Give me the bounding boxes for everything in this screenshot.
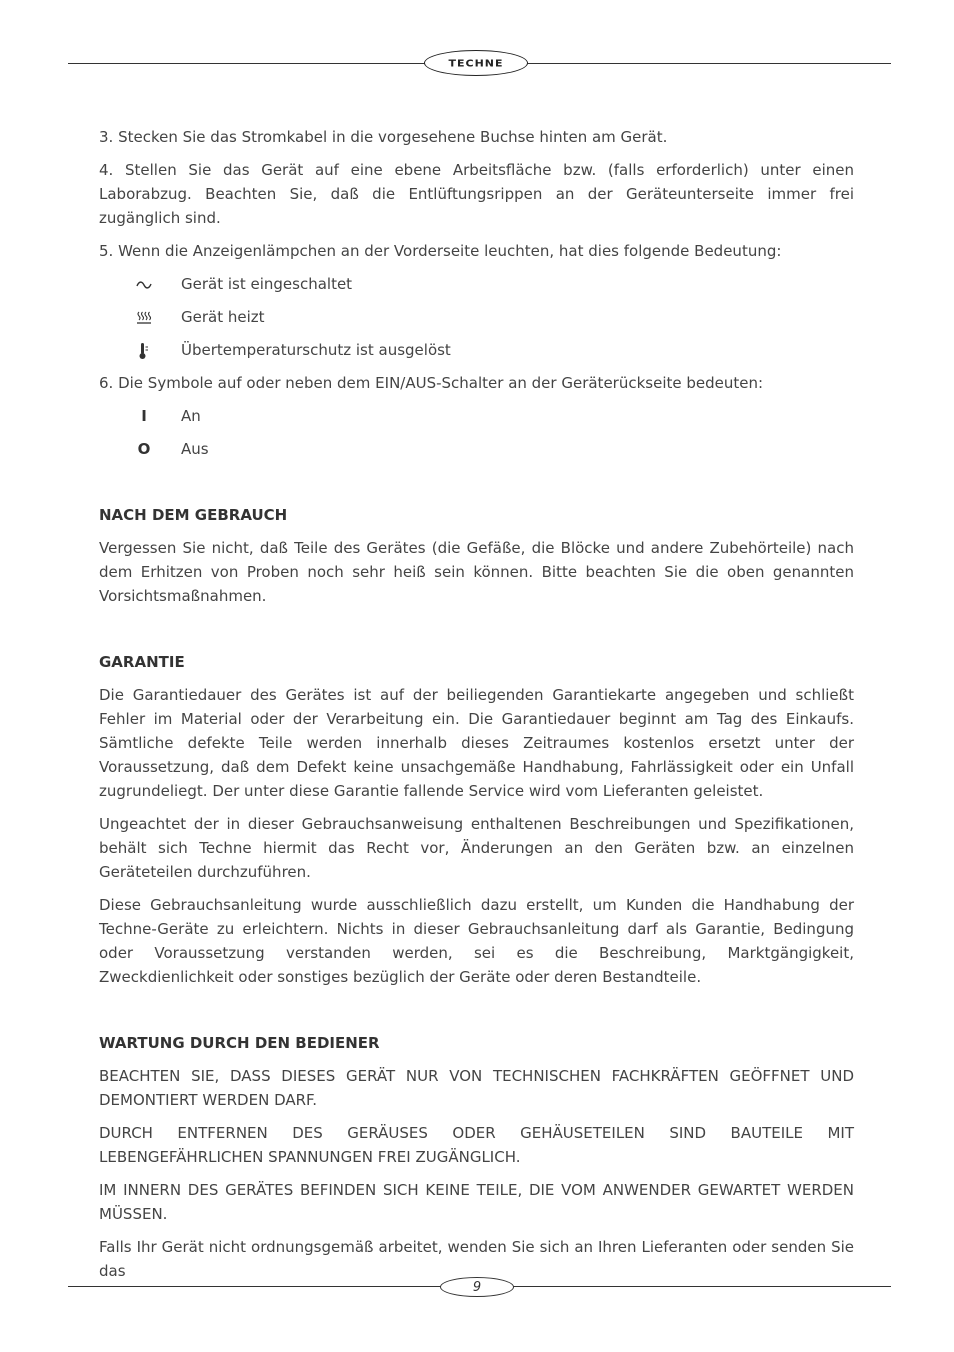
thermometer-icon: [99, 338, 181, 362]
garantie-paragraph-1: Die Garantiedauer des Gerätes ist auf der beiliegenden Garantiekarte angegeben und schließt Fehler im Material oder der Verarbeitung ein. Die Garantiedauer beginnt am Tag des Einkaufs. Sämtliche defekte Teile werden innerhalb dieses Zeitraumes kostenlos ersetzt unter der Voraussetzung, daß dem Defekt keine unsachgemäße Handhabung, Fahrlässigkeit oder ein Unfall zugrundeliegt. Der unter diese Garantie fallende Service wird vom Lieferanten geleistet.: [99, 686, 854, 800]
switch-symbol-on: I: [141, 407, 147, 425]
tilde-icon: [99, 272, 181, 296]
heat-icon: [99, 305, 181, 329]
wartung-paragraph-4: Falls Ihr Gerät nicht ordnungsgemäß arbeitet, wenden Sie sich an Ihren Lieferanten oder senden Sie das: [99, 1238, 854, 1280]
step-4: 4. Stellen Sie das Gerät auf eine ebene Arbeitsfläche bzw. (falls erforderlich) unter einen Laborabzug. Beachten Sie, daß die Entlüftungsrippen an der Geräteunterseite immer frei zugänglich sind.: [99, 161, 854, 227]
page-content: [99, 125, 854, 1292]
garantie-paragraph-2: Ungeachtet der in dieser Gebrauchsanweisung enthaltenen Beschreibungen und Spezifikationen, behält sich Techne hiermit das Recht vor, Änderungen an den Geräten bzw. an einzelnen Geräteteilen durchzuführen.: [99, 815, 854, 881]
heading-wartung: WARTUNG DURCH DEN BEDIENER: [99, 1034, 380, 1052]
indicator-label: Übertemperaturschutz ist ausgelöst: [181, 341, 451, 359]
switch-symbol-off: O: [137, 440, 151, 458]
step-5: 5. Wenn die Anzeigenlämpchen an der Vorderseite leuchten, hat dies folgende Bedeutung:: [99, 242, 782, 260]
nach-text: Vergessen Sie nicht, daß Teile des Gerätes (die Gefäße, die Blöcke und andere Zubehörteile) nach dem Erhitzen von Proben noch sehr heiß sein können. Bitte beachten Sie die oben genannten Vorsichtsmaßnahmen.: [99, 539, 854, 605]
indicator-label: Gerät ist eingeschaltet: [181, 275, 353, 293]
heading-garantie: GARANTIE: [99, 653, 185, 671]
techne-logo: [424, 50, 528, 76]
switch-row-off: [99, 437, 854, 461]
logo-text: TECHNE: [448, 57, 504, 69]
indicator-row-power: [99, 272, 854, 296]
switch-label: Aus: [181, 440, 209, 458]
wartung-paragraph-3: IM INNERN DES GERÄTES BEFINDEN SICH KEINE TEILE, DIE VOM ANWENDER GEWARTET WERDEN MÜSSEN.: [99, 1181, 854, 1223]
heading-nach-dem-gebrauch: NACH DEM GEBRAUCH: [99, 506, 288, 524]
indicator-row-heating: [99, 305, 854, 329]
indicator-row-overtemp: [99, 338, 854, 362]
wartung-paragraph-1: BEACHTEN SIE, DASS DIESES GERÄT NUR VON TECHNISCHEN FACHKRÄFTEN GEÖFFNET UND DEMONTIERT WERDEN DARF.: [99, 1067, 854, 1109]
switch-label: An: [181, 407, 201, 425]
step-6: 6. Die Symbole auf oder neben dem EIN/AUS-Schalter an der Geräterückseite bedeuten:: [99, 374, 764, 392]
page-number: 9: [440, 1277, 514, 1297]
switch-row-on: [99, 404, 854, 428]
step-3: 3. Stecken Sie das Stromkabel in die vorgesehene Buchse hinten am Gerät.: [99, 128, 668, 146]
wartung-paragraph-2: DURCH ENTFERNEN DES GERÄUSES ODER GEHÄUSETEILEN SIND BAUTEILE MIT LEBENGEFÄHRLICHEN SPANNUNGEN FREI ZUGÄNGLICH.: [99, 1124, 854, 1166]
indicator-label: Gerät heizt: [181, 308, 265, 326]
garantie-paragraph-3: Diese Gebrauchsanleitung wurde ausschließlich dazu erstellt, um Kunden die Handhabung der Techne-Geräte zu erleichtern. Nichts in dieser Gebrauchsanleitung darf als Garantie, Bedingung oder Voraussetzung verstanden werden, sei es die Beschreibung, Marktgängigkeit, Zweckdienlichkeit oder sonstiges bezüglich der Geräte oder deren Bestandteile.: [99, 896, 854, 986]
